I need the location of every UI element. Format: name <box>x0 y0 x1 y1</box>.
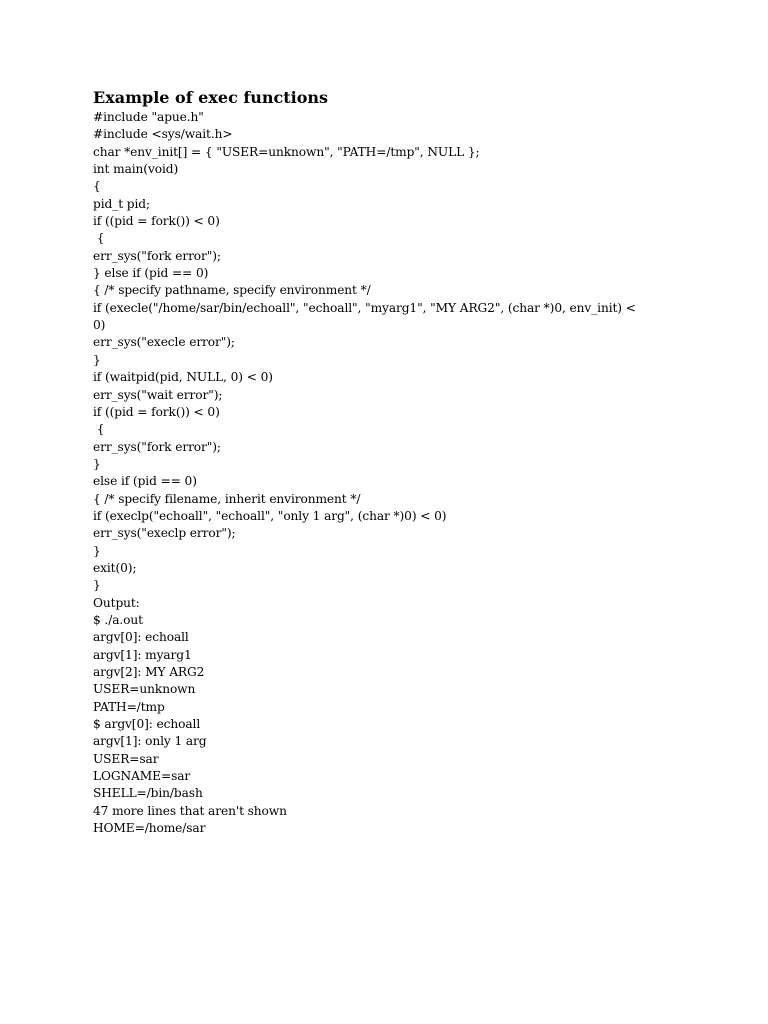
text-line: { /* specify filename, inherit environment */ <box>93 491 361 506</box>
text-line: int main(void) <box>93 162 179 177</box>
text-line: err_sys("fork error"); <box>93 248 221 263</box>
text-line: USER=unknown <box>93 682 196 697</box>
code-listing <box>93 109 693 837</box>
text-line: USER=sar <box>93 751 159 766</box>
text-line: { <box>93 422 105 437</box>
text-line: } else if (pid == 0) <box>93 266 209 281</box>
text-line: if (waitpid(pid, NULL, 0) < 0) <box>93 370 273 385</box>
document-title: Example of exec functions <box>93 88 329 107</box>
text-line: Output: <box>93 595 140 610</box>
text-line: argv[0]: echoall <box>93 630 189 645</box>
document-content <box>93 87 693 837</box>
text-line: } <box>93 543 101 558</box>
text-line: $ ./a.out <box>93 612 143 627</box>
text-line: argv[2]: MY ARG2 <box>93 665 205 679</box>
text-line: HOME=/home/sar <box>93 821 206 836</box>
text-line: err_sys("execlp error"); <box>93 526 236 541</box>
text-line: } <box>93 578 101 593</box>
text-line: if (execlp("echoall", "echoall", "only 1 arg", (char *)0) < 0) <box>93 508 447 523</box>
text-line: } <box>93 456 101 471</box>
text-line: { <box>93 231 105 246</box>
text-line: else if (pid == 0) <box>93 474 197 489</box>
text-line: err_sys("fork error"); <box>93 439 221 454</box>
text-line: exit(0); <box>93 560 137 575</box>
text-line: #include "apue.h" <box>93 110 204 124</box>
text-line: if ((pid = fork()) < 0) <box>93 404 220 419</box>
text-line: argv[1]: myarg1 <box>93 647 192 662</box>
text-line: char *env_init[] = { "USER=unknown", "PATH=/tmp", NULL }; <box>93 144 480 159</box>
text-line: err_sys("wait error"); <box>93 387 223 402</box>
text-line: 0) <box>93 318 106 333</box>
text-line: { /* specify pathname, specify environment */ <box>93 283 371 298</box>
text-line: } <box>93 352 101 367</box>
text-line: pid_t pid; <box>93 196 150 211</box>
text-line: LOGNAME=sar <box>93 769 191 784</box>
text-line: if ((pid = fork()) < 0) <box>93 214 220 229</box>
text-line: 47 more lines that aren't shown <box>93 803 287 818</box>
text-line: SHELL=/bin/bash <box>93 786 203 801</box>
text-line: PATH=/tmp <box>93 699 165 714</box>
text-line: argv[1]: only 1 arg <box>93 734 207 749</box>
text-line: $ argv[0]: echoall <box>93 717 201 732</box>
text-line: err_sys("execle error"); <box>93 335 235 350</box>
text-line: #include <sys/wait.h> <box>93 127 233 142</box>
text-line: { <box>93 179 101 194</box>
text-line: if (execle("/home/sar/bin/echoall", "echoall", "myarg1", "MY ARG2", (char *)0, env_init) < <box>93 300 636 315</box>
